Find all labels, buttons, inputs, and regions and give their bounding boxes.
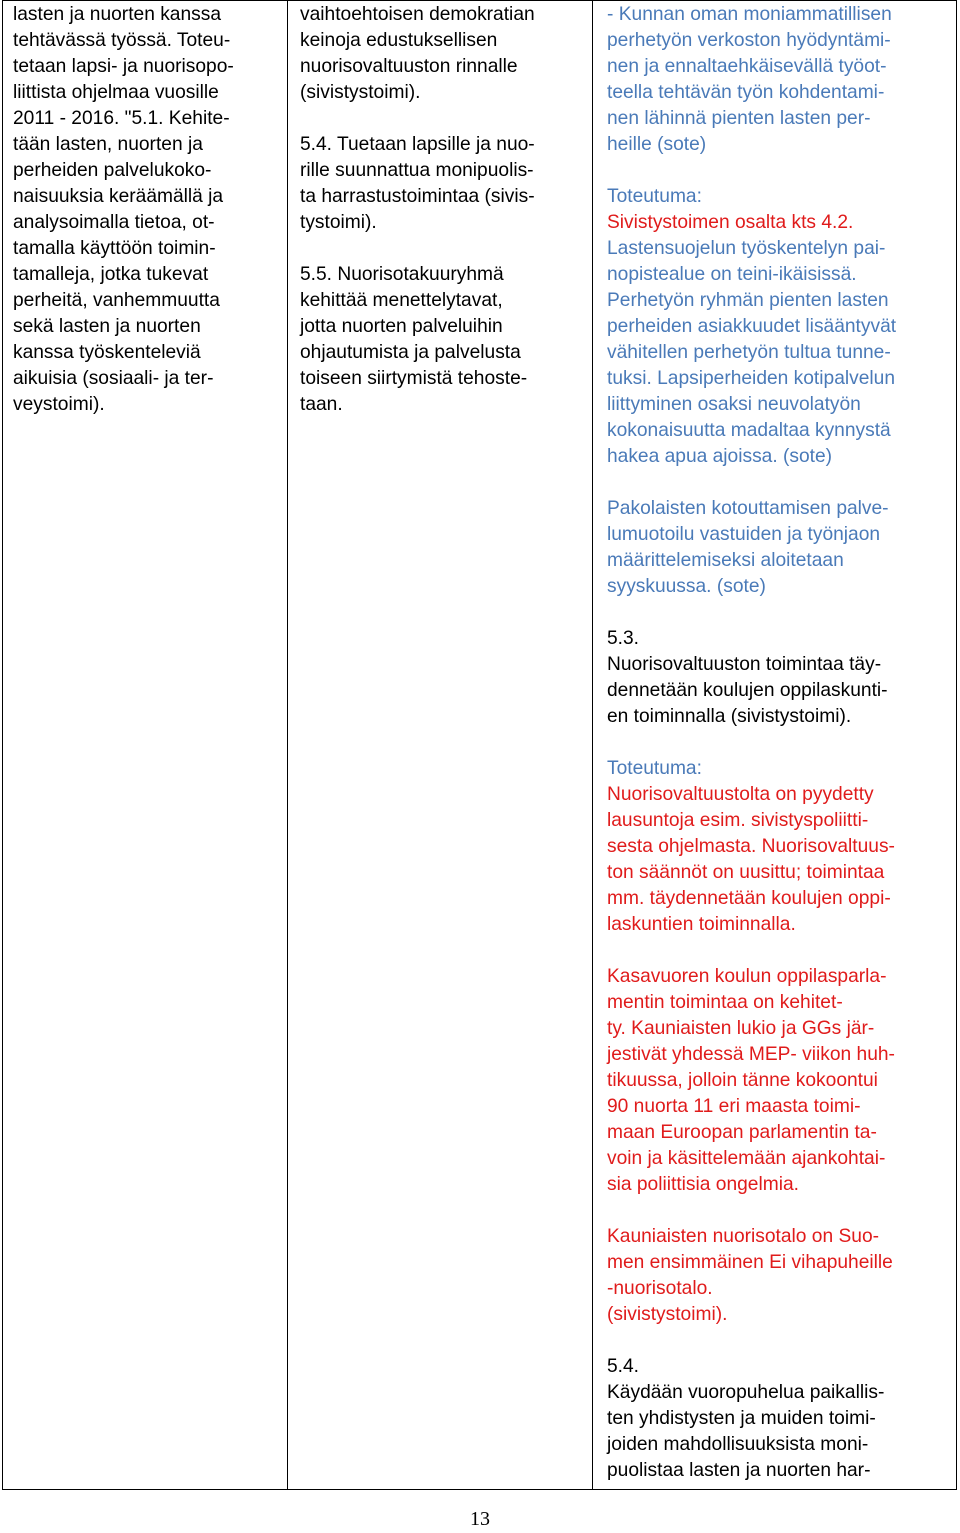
- text-line: tamalleja, jotka tukevat: [13, 264, 209, 285]
- text-line: ta harrastustoimintaa (sivis-: [300, 186, 535, 207]
- text-line: jestivät yhdessä MEP- viikon huh-: [607, 1044, 895, 1065]
- text-line: 5.5. Nuorisotakuuryhmä: [300, 264, 504, 285]
- text-line: lumuotoilu vastuiden ja työnjaon: [607, 524, 881, 545]
- text-line: lausuntoja esim. sivistyspoliitti-: [607, 810, 869, 831]
- text-line: dennetään koulujen oppilaskunti-: [607, 680, 888, 701]
- text-line: joiden mahdollisuuksista moni-: [607, 1434, 869, 1455]
- goal-text: [13, 2, 283, 418]
- text-line: kanssa työskenteleviä: [13, 342, 201, 363]
- text-line: puolistaa lasten ja nuorten har-: [607, 1460, 871, 1481]
- text-line: vaihtoehtoisen demokratian: [300, 4, 535, 25]
- text-line: liittyminen osaksi neuvolatyön: [607, 394, 861, 415]
- text-line: men ensimmäinen Ei vihapuheille: [607, 1252, 893, 1273]
- text-line: kehittää menettelytavat,: [300, 290, 503, 311]
- text-line: 2011 - 2016. "5.1. Kehite-: [13, 108, 230, 129]
- text-line: tään lasten, nuorten ja: [13, 134, 203, 155]
- text-line: aikuisia (sosiaali- ja ter-: [13, 368, 214, 389]
- text-line: heille (sote): [607, 134, 707, 155]
- text-line: Nuorisovaltuuston toimintaa täy-: [607, 654, 882, 675]
- text-line: ton säännöt on uusittu; toimintaa: [607, 862, 885, 883]
- text-line: sekä lasten ja nuorten: [13, 316, 201, 337]
- student-parliament-note: [607, 964, 953, 1198]
- youth-centre-note: [607, 1224, 953, 1328]
- column-measures: [300, 2, 588, 418]
- toteutuma-label: Toteutuma:: [607, 186, 702, 207]
- text-line: laskuntien toiminnalla.: [607, 914, 796, 935]
- text-line: syyskuussa. (sote): [607, 576, 766, 597]
- text-line: sesta ohjelmasta. Nuorisovaltuus-: [607, 836, 895, 857]
- text-line: rille suunnattua monipuolis-: [300, 160, 534, 181]
- text-line: Käydään vuoropuhelua paikallis-: [607, 1382, 885, 1403]
- text-line: tehtävässä työssä. Toteu-: [13, 30, 231, 51]
- text-line: mentin toimintaa on kehitet-: [607, 992, 843, 1013]
- text-line: Nuorisovaltuustolta on pyydetty: [607, 784, 874, 805]
- text-line: nen ja ennaltaehkäisevällä työot-: [607, 56, 887, 77]
- text-line: Lastensuojelun työskentelyn pai-: [607, 238, 886, 259]
- text-line: tamalla käyttöön toimin-: [13, 238, 216, 259]
- text-line: ty. Kauniaisten lukio ja GGs jär-: [607, 1018, 875, 1039]
- refugee-integration-note: [607, 496, 953, 600]
- text-line: en toiminnalla (sivistystoimi).: [607, 706, 852, 727]
- text-line: voin ja käsittelemään ajankohtai-: [607, 1148, 886, 1169]
- text-line: - Kunnan oman moniammatillisen: [607, 4, 892, 25]
- text-line: hakea apua ajoissa. (sote): [607, 446, 833, 467]
- text-line: lasten ja nuorten kanssa: [13, 4, 221, 25]
- toteutuma-text: [607, 210, 953, 470]
- text-line: analysoimalla tietoa, ot-: [13, 212, 215, 233]
- column-divider-1: [287, 0, 288, 1490]
- text-line: taan.: [300, 394, 343, 415]
- text-line: tetaan lapsi- ja nuorisopo-: [13, 56, 234, 77]
- text-line: 90 nuorta 11 eri maasta toimi-: [607, 1096, 861, 1117]
- text-line: 5.3.: [607, 628, 640, 649]
- text-line: perheiden asiakkuudet lisääntyvät: [607, 316, 897, 337]
- measure-5-4: [300, 132, 588, 236]
- text-line: teella tehtävän työn kohdentami-: [607, 82, 885, 103]
- section-5-3: [607, 626, 953, 730]
- text-line: sia poliittisia ongelmia.: [607, 1174, 799, 1195]
- text-line: nopistealue on teini-ikäisissä.: [607, 264, 857, 285]
- text-line: Kasavuoren koulun oppilasparla-: [607, 966, 887, 987]
- text-line: ohjautumista ja palvelusta: [300, 342, 521, 363]
- text-line: Sivistystoimen osalta kts 4.2.: [607, 212, 854, 233]
- text-line: toiseen siirtymistä tehoste-: [300, 368, 528, 389]
- text-line: määrittelemiseksi aloitetaan: [607, 550, 844, 571]
- text-line: Kauniaisten nuorisotalo on Suo-: [607, 1226, 880, 1247]
- toteutuma-text-2: [607, 782, 953, 938]
- text-line: perheiden palvelukoko-: [13, 160, 212, 181]
- text-line: tuksi. Lapsiperheiden kotipalvelun: [607, 368, 895, 389]
- text-line: tystoimi).: [300, 212, 377, 233]
- family-work-note: [607, 2, 953, 158]
- text-line: Pakolaisten kotouttamisen palve-: [607, 498, 889, 519]
- text-line: maan Euroopan parlamentin ta-: [607, 1122, 877, 1143]
- measure-5-5: [300, 262, 588, 418]
- column-goals: [13, 2, 283, 418]
- column-divider-2: [592, 0, 593, 1490]
- text-line: (sivistystoimi).: [300, 82, 421, 103]
- text-line: naisuuksia keräämällä ja: [13, 186, 224, 207]
- text-line: kokonaisuutta madaltaa kynnystä: [607, 420, 891, 441]
- text-line: mm. täydennetään koulujen oppi-: [607, 888, 891, 909]
- text-line: vähitellen perhetyön tultua tunne-: [607, 342, 891, 363]
- page-number: 13: [470, 1508, 490, 1530]
- text-line: nuorisovaltuuston rinnalle: [300, 56, 518, 77]
- text-line: 5.4. Tuetaan lapsille ja nuo-: [300, 134, 535, 155]
- text-line: perhetyön verkoston hyödyntämi-: [607, 30, 891, 51]
- text-line: keinoja edustuksellisen: [300, 30, 498, 51]
- text-line: tikuussa, jolloin tänne kokoontui: [607, 1070, 878, 1091]
- measure-democracy: [300, 2, 588, 106]
- text-line: (sivistystoimi).: [607, 1304, 728, 1325]
- text-line: ten yhdistysten ja muiden toimi-: [607, 1408, 876, 1429]
- column-implementation: [607, 2, 953, 1484]
- text-line: jotta nuorten palveluihin: [300, 316, 503, 337]
- section-5-4: [607, 1354, 953, 1484]
- text-line: veystoimi).: [13, 394, 105, 415]
- text-line: -nuorisotalo.: [607, 1278, 713, 1299]
- text-line: perheitä, vanhemmuutta: [13, 290, 220, 311]
- text-line: Perhetyön ryhmän pienten lasten: [607, 290, 889, 311]
- text-line: 5.4.: [607, 1356, 640, 1377]
- text-line: nen lähinnä pienten lasten per-: [607, 108, 871, 129]
- text-line: liittista ohjelmaa vuosille: [13, 82, 219, 103]
- toteutuma-label-2: Toteutuma:: [607, 758, 702, 779]
